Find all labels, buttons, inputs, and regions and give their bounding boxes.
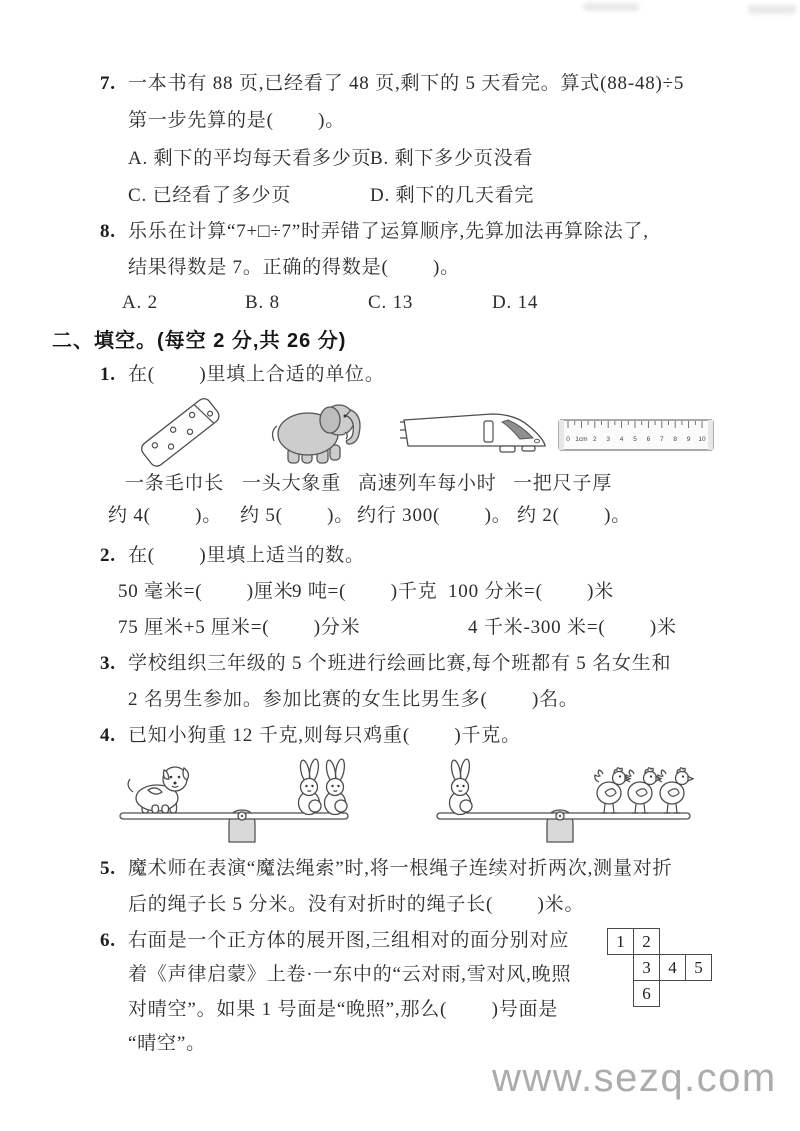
question-7-option-d: D. 剩下的几天看完 (370, 185, 535, 206)
ruler-label: 1cm (575, 436, 588, 443)
cube-net-cell: 3 (633, 954, 660, 981)
q1-caption-train: 高速列车每小时 (358, 473, 497, 494)
q1-value-towel: 约 4( )。 (108, 505, 223, 526)
question-7-line1: 一本书有 88 页,已经看了 48 页,剩下的 5 天看完。算式(88-48)÷5 (128, 73, 685, 94)
fill-5-number: 5. (100, 858, 116, 879)
question-7-number: 7. (100, 73, 116, 94)
fill-2-conversion: 100 分米=( )米 (448, 581, 615, 602)
train-image (396, 400, 550, 462)
seesaw-balance-image (100, 752, 712, 846)
rabbit-figure (325, 758, 348, 814)
q1-value-train: 约行 300( )。 (357, 505, 512, 526)
fill-1-number: 1. (100, 364, 116, 385)
ruler-label: 8 (673, 436, 678, 443)
q1-caption-towel: 一条毛巾长 (125, 473, 225, 494)
ruler-label: 6 (646, 436, 651, 443)
rabbit-figure (450, 758, 473, 814)
chicken-figure (658, 768, 693, 813)
ruler-label: 4 (619, 436, 624, 443)
ruler-label: 5 (633, 436, 637, 443)
ruler-label: 3 (606, 436, 611, 443)
fill-2-conversion: 50 毫米=( )厘米 (118, 581, 294, 602)
fill-6-line1: 右面是一个正方体的展开图,三组相对的面分别对应 (128, 930, 570, 951)
question-8-number: 8. (100, 221, 116, 242)
fill-4-number: 4. (100, 725, 116, 746)
rabbit-figure (299, 758, 322, 814)
fill-2-number: 2. (100, 545, 116, 566)
ruler-label: 10 (698, 436, 706, 443)
question-7-option-a: A. 剩下的平均每天看多少页 (128, 148, 372, 169)
scan-artifact (583, 3, 639, 11)
question-7-option-c: C. 已经看了多少页 (128, 185, 292, 206)
q1-caption-elephant: 一头大象重 (242, 473, 342, 494)
q1-caption-ruler: 一把尺子厚 (513, 473, 613, 494)
question-8-option-a: A. 2 (122, 292, 158, 313)
question-8-line1: 乐乐在计算“7+□÷7”时弄错了运算顺序,先算加法再算除法了, (128, 221, 649, 242)
fill-3-line1: 学校组织三年级的 5 个班进行绘画比赛,每个班都有 5 名女生和 (128, 653, 672, 674)
question-7-line2: 第一步先算的是( )。 (128, 110, 346, 131)
fill-2-conversion: 9 吨=( )千克 (292, 581, 438, 602)
fill-2-conversion: 4 千米-300 米=( )米 (468, 617, 677, 638)
chicken-figure (626, 768, 661, 813)
question-8-option-b: B. 8 (245, 292, 280, 313)
cube-net-diagram (607, 928, 715, 1008)
section-2-title: 二、填空。(每空 2 分,共 26 分) (52, 330, 347, 352)
ruler-image (556, 412, 720, 460)
ruler-label: 7 (659, 436, 664, 443)
question-7-option-b: B. 剩下多少页没看 (370, 148, 534, 169)
ruler-label: 0 (566, 436, 570, 443)
cube-net-cell: 1 (607, 928, 634, 955)
fill-1-text: 在( )里填上合适的单位。 (128, 364, 385, 385)
fill-5-line2: 后的绳子长 5 分米。没有对折时的绳子长( )米。 (128, 894, 585, 915)
cube-net-cell: 5 (685, 954, 712, 981)
ruler-label: 9 (686, 436, 691, 443)
elephant-image (260, 392, 364, 466)
q1-value-ruler: 约 2( )。 (517, 505, 632, 526)
question-8-line2: 结果得数是 7。正确的得数是( )。 (128, 257, 460, 278)
watermark: www.sezq.com (492, 1056, 777, 1100)
cube-net-cell: 4 (659, 954, 686, 981)
fill-5-line1: 魔术师在表演“魔法绳索”时,将一根绳子连续对折两次,测量对折 (128, 858, 673, 879)
towel-image (128, 396, 233, 468)
fill-6-line3: 对晴空”。如果 1 号面是“晚照”,那么( )号面是 (128, 999, 559, 1020)
fill-6-number: 6. (100, 930, 116, 951)
fill-2-text: 在( )里填上适当的数。 (128, 545, 365, 566)
question-8-option-c: C. 13 (368, 292, 414, 313)
dog-figure (128, 767, 188, 813)
scan-artifact (748, 5, 796, 14)
cube-net-cell: 6 (633, 980, 660, 1007)
chicken-figure (595, 768, 630, 813)
fill-4-line1: 已知小狗重 12 千克,则每只鸡重( )千克。 (128, 725, 521, 746)
fill-2-conversion: 75 厘米+5 厘米=( )分米 (118, 617, 361, 638)
ruler-label: 2 (592, 436, 597, 443)
fill-3-line2: 2 名男生参加。参加比赛的女生比男生多( )名。 (128, 689, 579, 710)
q1-value-elephant: 约 5( )。 (240, 505, 355, 526)
fill-6-line2: 着《声律启蒙》上卷·一东中的“云对雨,雪对风,晚照 (128, 964, 572, 985)
fill-3-number: 3. (100, 653, 116, 674)
fill-6-line4: “晴空”。 (128, 1033, 206, 1054)
question-8-option-d: D. 14 (492, 292, 539, 313)
cube-net-cell: 2 (633, 928, 660, 955)
